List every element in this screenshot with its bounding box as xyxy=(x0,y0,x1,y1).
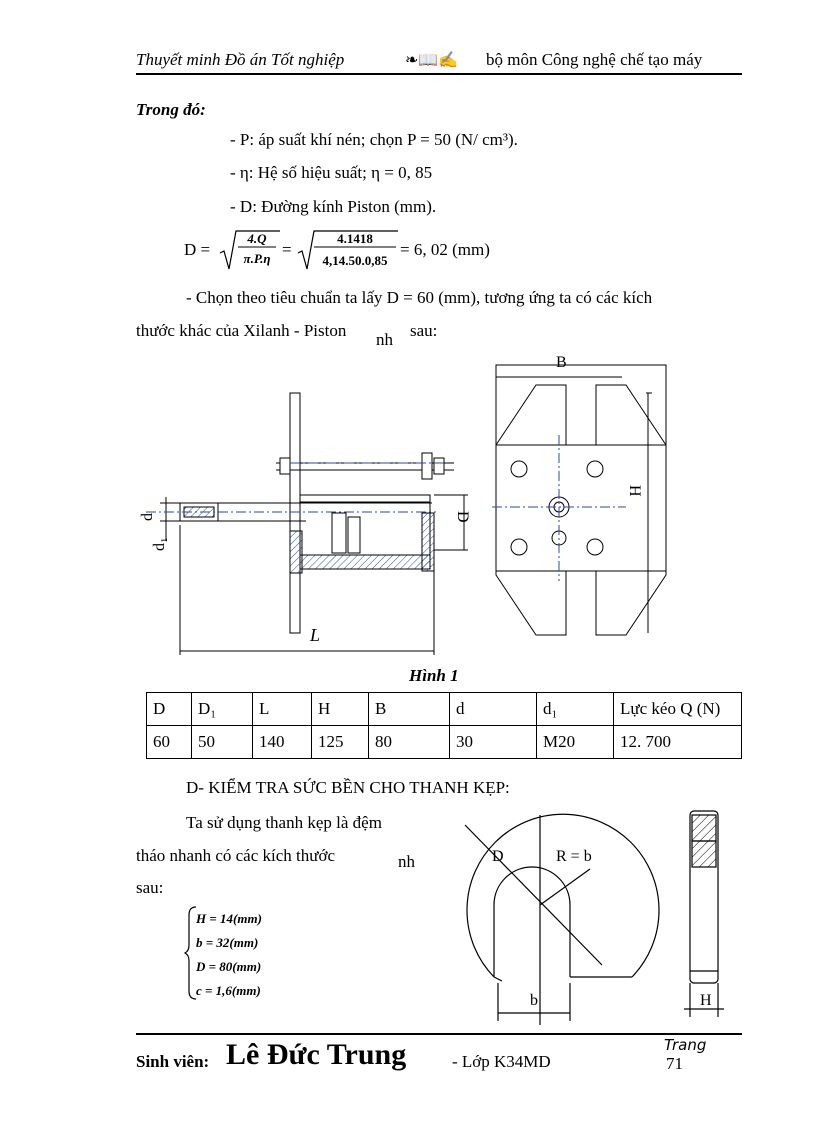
figure1-label-B: B xyxy=(556,354,567,371)
figure1-label-H: H xyxy=(626,485,643,497)
para1-line1: - Chọn theo tiêu chuẩn ta lấy D = 60 (mm), tương ứng ta có các kích xyxy=(186,288,653,307)
washer-front-view xyxy=(465,814,659,1025)
para1-sau: sau: xyxy=(410,321,438,340)
formula-diameter xyxy=(180,225,520,275)
front-view xyxy=(496,365,666,635)
header-department: bộ môn Công nghệ chế tạo máy xyxy=(486,50,703,69)
header-title: Thuyết minh Đồ án Tốt nghiệp xyxy=(136,50,345,69)
para2-nh: nh xyxy=(398,852,415,871)
header-cell: Lực kéo Q (N) xyxy=(614,693,742,726)
header-rule xyxy=(136,73,742,75)
figure1-cylinder-piston xyxy=(136,345,742,660)
item-pressure: - P: áp suất khí nén; chọn P = 50 (N/ cm³). xyxy=(230,130,518,149)
item-diameter: - D: Đường kính Piston (mm). xyxy=(230,197,437,216)
equation-system xyxy=(184,903,314,1003)
value-cell: M20 xyxy=(537,726,614,759)
eq-d: D = 80(mm) xyxy=(196,959,262,974)
section-heading: D- KIỂM TRA SỨC BỀN CHO THANH KẸP: xyxy=(186,778,510,797)
header-cell: L xyxy=(253,693,312,726)
figure1-label-L: L xyxy=(310,625,321,645)
figure2-clamp-washer xyxy=(430,805,742,1027)
side-view xyxy=(160,393,468,655)
figure1-label-d: d xyxy=(139,513,156,521)
para2-line2: tháo nhanh có các kích thước xyxy=(136,846,335,865)
formula-num1: 4.Q xyxy=(247,231,267,246)
student-label: Sinh viên: xyxy=(136,1052,210,1071)
washer-side-view xyxy=(684,811,724,1017)
class-label: - Lớp K34MD xyxy=(452,1052,551,1071)
value-cell: 80 xyxy=(369,726,450,759)
book-ornament-icon: ❧📖✍ xyxy=(405,52,459,69)
value-cell: 30 xyxy=(450,726,537,759)
formula-result: = 6, 02 (mm) xyxy=(400,240,490,259)
figure2-label-H: H xyxy=(700,992,712,1009)
table-row xyxy=(147,726,742,759)
para1-line2: thước khác của Xilanh - Piston xyxy=(136,321,347,340)
header-cell: B xyxy=(369,693,450,726)
figure2-label-R: R = b xyxy=(556,848,592,865)
student-name: Lê Đức Trung xyxy=(226,1038,407,1071)
header-cell: d xyxy=(450,693,537,726)
page-number: 71 xyxy=(666,1054,683,1073)
table-header-row xyxy=(147,693,742,726)
eq-c: c = 1,6(mm) xyxy=(196,983,261,998)
value-cell: 60 xyxy=(147,726,192,759)
trang-label: Trang xyxy=(664,1036,707,1054)
trong-do-heading: Trong đó: xyxy=(136,100,206,119)
spec-table xyxy=(146,692,742,759)
value-cell: 50 xyxy=(192,726,253,759)
header-cell: d₁ xyxy=(537,693,614,726)
formula-lhs: D = xyxy=(184,240,211,259)
header-cell: H xyxy=(312,693,369,726)
formula-num2: 4.1418 xyxy=(337,231,373,246)
para2-line3: sau: xyxy=(136,878,164,897)
value-cell: 125 xyxy=(312,726,369,759)
formula-eq: = xyxy=(282,240,292,259)
formula-den1: π.P.η xyxy=(243,251,271,266)
para1-nh: nh xyxy=(376,330,393,349)
figure1-label-d1: d₁ xyxy=(151,537,168,551)
value-cell: 12. 700 xyxy=(614,726,742,759)
eq-h: H = 14(mm) xyxy=(196,911,262,926)
item-efficiency: - η: Hệ số hiệu suất; η = 0, 85 xyxy=(230,163,433,182)
figure1-label-D: D xyxy=(454,511,471,523)
formula-den2: 4,14.50.0,85 xyxy=(322,253,388,268)
figure-caption: Hình 1 xyxy=(409,666,459,685)
figure2-label-b: b xyxy=(530,992,538,1009)
para2-line1: Ta sử dụng thanh kẹp là đệm xyxy=(186,813,382,832)
eq-b: b = 32(mm) xyxy=(196,935,259,950)
header-cell: D₁ xyxy=(192,693,253,726)
header-cell: D xyxy=(147,693,192,726)
footer-rule xyxy=(136,1033,742,1035)
figure2-label-D: D xyxy=(492,848,504,865)
value-cell: 140 xyxy=(253,726,312,759)
